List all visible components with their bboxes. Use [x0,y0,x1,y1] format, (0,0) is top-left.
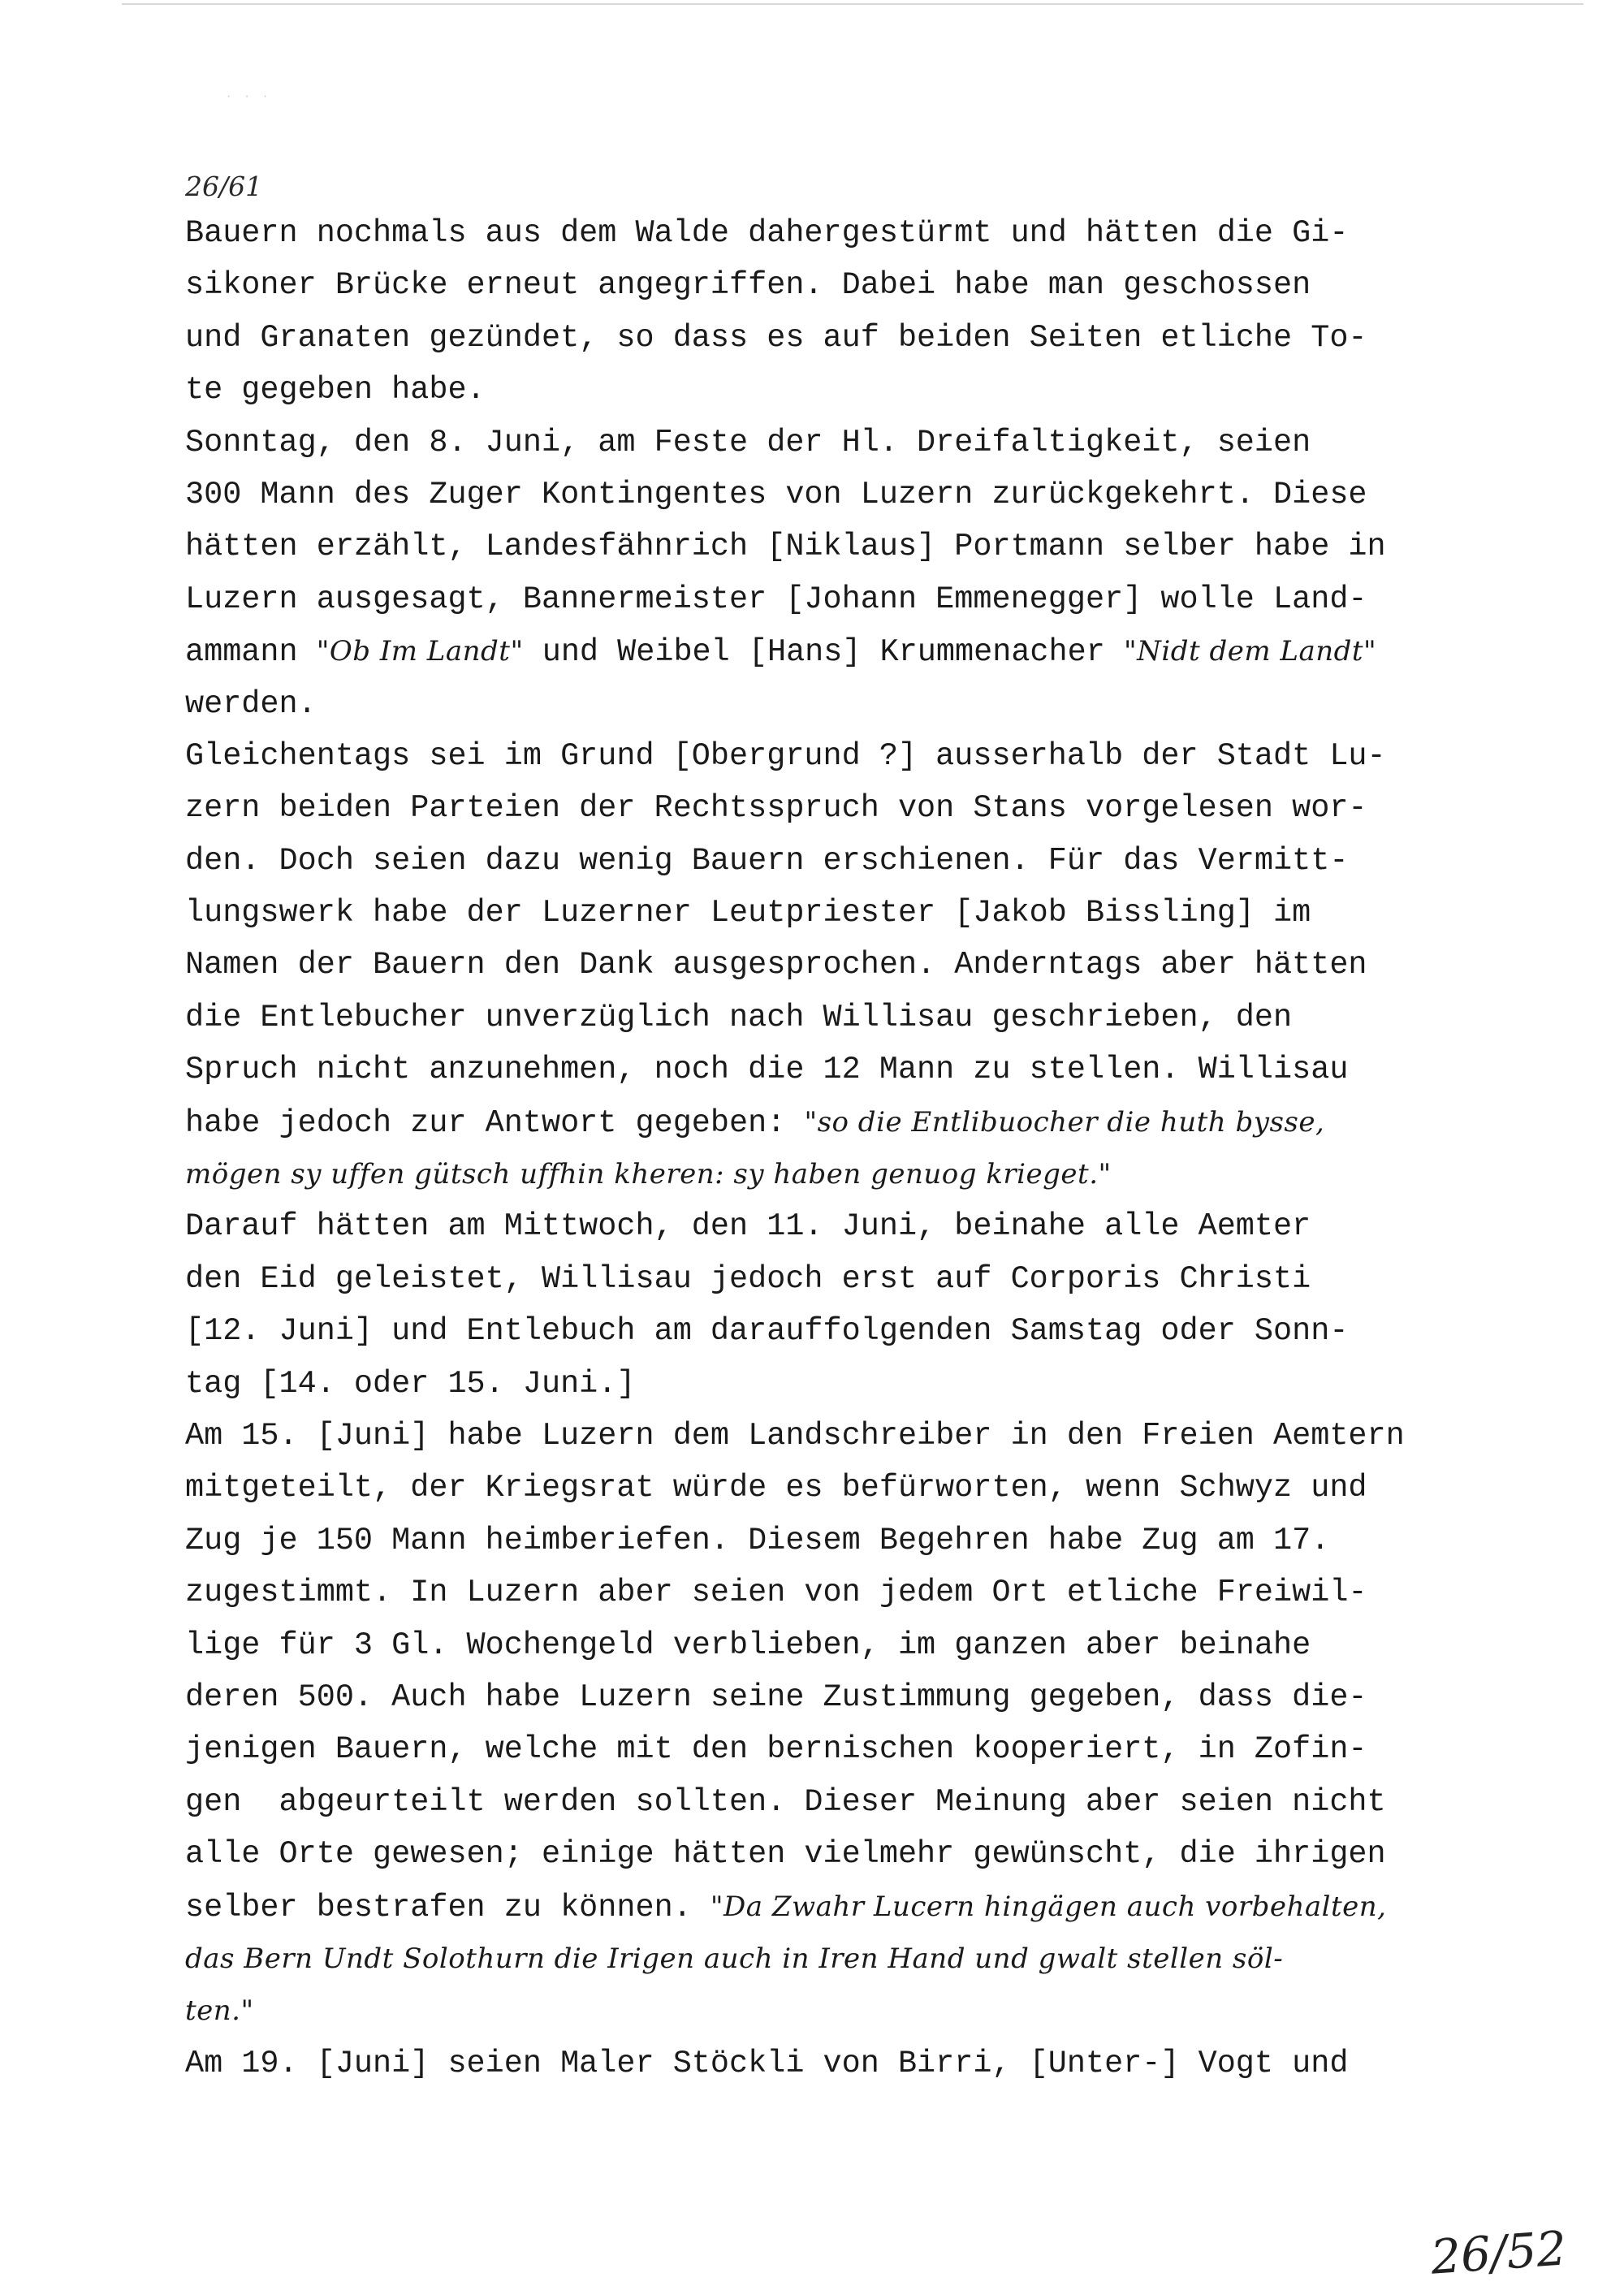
line-text: die Entlebucher unverzüglich nach Willisau geschrieben, den [185,999,1293,1035]
text-line [185,259,1484,311]
line-text: tag [14. oder 15. Juni.] [185,1365,636,1402]
text-line [185,2038,1484,2089]
text-line [185,1828,1484,1880]
line-text: mitgeteilt, der Kriegsrat würde es befürworten, wenn Schwyz und [185,1470,1367,1506]
text-line [185,1566,1484,1618]
text-line [185,1044,1484,1095]
text-line [185,730,1484,782]
text-line [185,573,1484,625]
handwritten-folio-number: 26/52 [1428,2220,1569,2285]
text-line [185,1462,1484,1514]
line-text: und Granaten gezündet, so dass es auf beiden Seiten etliche To- [185,319,1367,356]
page-reference: 26/61 [185,171,263,202]
line-text: sikoner Brücke erneut angegriffen. Dabei habe man geschossen [185,267,1311,304]
quoted-text: mögen sy uffen gütsch uffhin kheren: sy haben genuog krieget." [185,1158,1112,1191]
text-line [185,1619,1484,1671]
line-text: habe jedoch zur Antwort gegeben: [185,1104,805,1141]
line-text: Am 19. [Juni] seien Maler Stöckli von Birri, [Unter-] Vogt und [185,2045,1349,2081]
line-text: 300 Mann des Zuger Kontingentes von Luzern zurückgekehrt. Diese [185,476,1367,512]
line-text: lungswerk habe der Luzerner Leutpriester [Jakob Bissling] im [185,895,1311,931]
line-text: lige für 3 Gl. Wochengeld verblieben, im ganzen aber beinahe [185,1627,1311,1663]
body-text [185,207,1484,2089]
scan-speck: · · · [226,91,272,102]
line-text: te gegeben habe. [185,372,486,408]
line-text: ammann [185,634,317,671]
quoted-text: das Bern Undt Solothurn die Irigen auch in Iren Hand und gwalt stellen söl- [185,1942,1284,1975]
line-text: jenigen Bauern, welche mit den bernischen kooperiert, in Zofin- [185,1731,1367,1768]
text-line [185,1933,1484,1985]
text-line [185,364,1484,416]
scan-edge-line [122,3,1583,5]
text-line [185,1985,1484,2037]
line-text: und Weibel [Hans] Krummenacher [523,634,1124,671]
line-text: Luzern ausgesagt, Bannermeister [Johann Emmenegger] wolle Land- [185,581,1367,617]
line-text: hätten erzählt, Landesfähnrich [Niklaus] Portmann selber habe in [185,529,1386,565]
line-text: selber bestrafen zu können. [185,1889,710,1925]
text-line [185,1881,1484,1933]
text-line [185,992,1484,1044]
text-line [185,1096,1484,1148]
text-line [185,1410,1484,1462]
text-line [185,1776,1484,1828]
quoted-text: ten." [185,1994,254,2028]
text-line [185,887,1484,939]
line-text: deren 500. Auch habe Luzern seine Zustimmung gegeben, dass die- [185,1679,1367,1715]
line-text: Spruch nicht anzunehmen, noch die 12 Mann zu stellen. Willisau [185,1052,1349,1088]
line-text: Gleichentags sei im Grund [Obergrund ?] ausserhalb der Stadt Lu- [185,737,1386,774]
text-line [185,1723,1484,1775]
line-text: Bauern nochmals aus dem Walde dahergestürmt und hätten die Gi- [185,215,1349,251]
quoted-text: "Nidt dem Landt" [1123,635,1377,668]
line-text: zern beiden Parteien der Rechtsspruch von Stans vorgelesen wor- [185,790,1367,827]
text-line [185,782,1484,834]
quoted-text: "Ob Im Landt" [316,635,524,668]
line-text: [12. Juni] und Entlebuch am darauffolgenden Samstag oder Sonn- [185,1313,1349,1350]
text-line [185,469,1484,521]
line-text: werden. [185,685,317,722]
text-line [185,678,1484,730]
text-line [185,1253,1484,1305]
line-text: den Eid geleistet, Willisau jedoch erst auf Corporis Christi [185,1260,1311,1297]
text-line [185,1515,1484,1566]
line-text: alle Orte gewesen; einige hätten vielmehr gewünscht, die ihrigen [185,1836,1386,1873]
text-line [185,417,1484,469]
text-line [185,1148,1484,1200]
text-line [185,207,1484,259]
text-line [185,835,1484,887]
text-line [185,1200,1484,1252]
line-text: zugestimmt. In Luzern aber seien von jedem Ort etliche Freiwil- [185,1575,1367,1611]
text-line [185,1671,1484,1723]
line-text: Sonntag, den 8. Juni, am Feste der Hl. Dreifaltigkeit, seien [185,424,1311,460]
line-text: den. Doch seien dazu wenig Bauern erschienen. Für das Vermitt- [185,842,1349,879]
text-line [185,312,1484,364]
line-text: Namen der Bauern den Dank ausgesprochen. Anderntags aber hätten [185,947,1367,983]
line-text: Zug je 150 Mann heimberiefen. Diesem Begehren habe Zug am 17. [185,1522,1330,1558]
text-line [185,625,1484,677]
text-line [185,1358,1484,1410]
quoted-text: "Da Zwahr Lucern hingägen auch vorbehalten, [710,1890,1387,1923]
text-line [185,1305,1484,1357]
text-line [185,521,1484,573]
text-line [185,939,1484,991]
line-text: Darauf hätten am Mittwoch, den 11. Juni, beinahe alle Aemter [185,1208,1311,1245]
line-text: gen abgeurteilt werden sollten. Dieser Meinung aber seien nicht [185,1783,1386,1820]
line-text: Am 15. [Juni] habe Luzern dem Landschreiber in den Freien Aemtern [185,1417,1405,1454]
quoted-text: "so die Entlibuocher die huth bysse, [804,1105,1325,1139]
